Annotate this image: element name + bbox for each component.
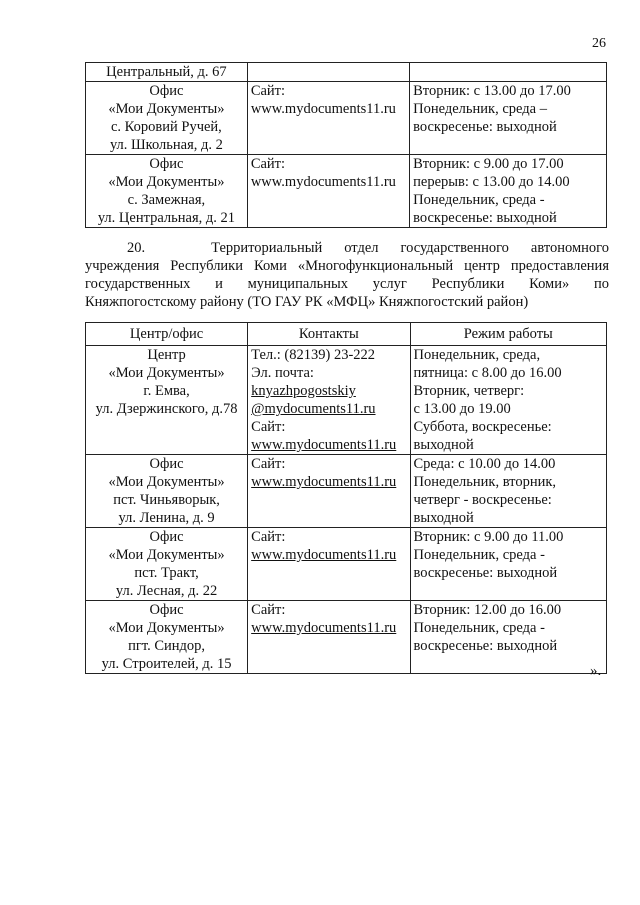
cell-line: Офис — [149, 156, 184, 172]
cell-line: воскресенье: выходной — [413, 210, 557, 226]
cell-line: «Мои Документы» — [108, 547, 225, 563]
cell-line: Сайт: — [250, 83, 286, 99]
paragraph-line: Княжпогостскому району (ТО ГАУ РК «МФЦ» Княжпогостский район) — [85, 294, 529, 310]
website-link[interactable]: www.mydocuments11.ru — [250, 174, 396, 190]
paragraph-line: учреждения Республики Коми «Многофункциональный центр предоставления — [85, 258, 609, 274]
cell-line: «Мои Документы» — [108, 101, 225, 117]
cell-line: Офис — [149, 529, 184, 545]
table-row — [86, 528, 607, 601]
cell-line: Сайт: — [251, 419, 286, 435]
email-link[interactable]: @mydocuments11.ru — [251, 401, 376, 417]
cell-line: ул. Центральная, д. 21 — [97, 210, 235, 226]
offices-table-continued — [85, 62, 607, 228]
website-link[interactable]: www.mydocuments11.ru — [251, 547, 397, 563]
contacts-cell — [247, 155, 409, 228]
cell-line: Офис — [149, 602, 184, 618]
table-row — [86, 63, 607, 82]
column-header-center: Центр/офис — [86, 323, 248, 346]
contacts-cell — [248, 455, 410, 528]
cell-line: «Мои Документы» — [108, 620, 225, 636]
center-cell — [86, 346, 248, 455]
section-paragraph — [85, 239, 609, 311]
cell-line: ул. Школьная, д. 2 — [109, 137, 223, 153]
hours-cell — [410, 82, 607, 155]
cell-line: пгт. Синдор, — [128, 638, 206, 654]
contacts-cell — [247, 63, 409, 82]
hours-cell — [410, 455, 607, 528]
cell-line: Офис — [149, 83, 184, 99]
center-cell — [86, 63, 248, 82]
cell-line: Сайт: — [250, 156, 286, 172]
center-cell — [86, 155, 248, 228]
cell-line: Сайт: — [251, 456, 286, 472]
cell-line: Центр — [147, 347, 186, 363]
center-cell — [86, 528, 248, 601]
hours-cell — [410, 63, 607, 82]
cell-line: воскресенье: выходной — [413, 119, 557, 135]
column-header-contacts: Контакты — [248, 323, 410, 346]
cell-line: Вторник: 12.00 до 16.00 — [413, 602, 562, 618]
cell-line: Офис — [149, 456, 184, 472]
cell-line: Сайт: — [251, 529, 286, 545]
cell-line: г. Емва, — [143, 383, 190, 399]
cell-line: Вторник: с 9.00 до 17.00 — [413, 156, 564, 172]
cell-line: ул. Ленина, д. 9 — [118, 510, 215, 526]
paragraph-line: 20. Территориальный отдел государственного автономного — [127, 240, 609, 256]
cell-line: с. Коровий Ручей, — [111, 119, 222, 135]
page-number: 26 — [592, 36, 606, 51]
cell-line: с 13.00 до 19.00 — [413, 401, 511, 417]
cell-line: воскресенье: выходной — [413, 638, 558, 654]
cell-line: Понедельник, среда - — [413, 620, 545, 636]
cell-line: Вторник, четверг: — [413, 383, 525, 399]
website-link[interactable]: www.mydocuments11.ru — [251, 474, 397, 490]
cell-line: с. Замежная, — [127, 192, 206, 208]
cell-line: пст. Чиньяворык, — [113, 492, 220, 508]
cell-line: «Мои Документы» — [108, 365, 225, 381]
hours-cell — [410, 528, 607, 601]
contacts-cell — [248, 346, 410, 455]
cell-line: Сайт: — [251, 602, 286, 618]
cell-line: «Мои Документы» — [108, 174, 225, 190]
cell-line: пятница: с 8.00 до 16.00 — [413, 365, 562, 381]
column-header-hours: Режим работы — [410, 323, 607, 346]
cell-line: Вторник: с 13.00 до 17.00 — [413, 83, 571, 99]
website-link[interactable]: www.mydocuments11.ru — [251, 620, 397, 636]
cell-line: выходной — [413, 437, 474, 453]
cell-line: Суббота, воскресенье: — [413, 419, 552, 435]
contacts-cell — [248, 601, 410, 674]
cell-line: ул. Лесная, д. 22 — [115, 583, 218, 599]
cell-line: Вторник: с 9.00 до 11.00 — [413, 529, 564, 545]
center-cell — [86, 82, 248, 155]
cell-line: «Мои Документы» — [108, 474, 225, 490]
cell-line: выходной — [413, 510, 474, 526]
cell-line: Понедельник, среда – — [413, 101, 547, 117]
cell-line: Среда: с 10.00 до 14.00 — [413, 456, 556, 472]
cell-line: четверг - воскресенье: — [413, 492, 552, 508]
table-header-row — [86, 323, 607, 346]
cell-line: ул. Строителей, д. 15 — [101, 656, 232, 672]
website-link[interactable]: www.mydocuments11.ru — [250, 101, 396, 117]
closing-quote: ». — [590, 663, 602, 679]
table-row — [86, 82, 607, 155]
website-link[interactable]: www.mydocuments11.ru — [251, 437, 397, 453]
cell-line: Понедельник, среда, — [413, 347, 541, 363]
table-row — [86, 601, 607, 674]
email-link[interactable]: knyazhpogostskiy — [251, 383, 356, 399]
cell-line: ул. Дзержинского, д.78 — [95, 401, 238, 417]
contacts-cell — [248, 528, 410, 601]
center-cell — [86, 601, 248, 674]
cell-line: Центральный, д. 67 — [106, 64, 227, 80]
contacts-cell — [247, 82, 409, 155]
phone-text: Тел.: (82139) 23-222 — [251, 347, 376, 363]
cell-line: Эл. почта: — [251, 365, 314, 381]
cell-line: Понедельник, среда - — [413, 547, 545, 563]
table-row — [86, 155, 607, 228]
table-row — [86, 455, 607, 528]
paragraph-line: государственных и муниципальных услуг Республики Коми» по — [85, 276, 609, 292]
hours-cell — [410, 601, 607, 674]
cell-line: Понедельник, среда - — [413, 192, 545, 208]
cell-line: Понедельник, вторник, — [413, 474, 557, 490]
cell-line: перерыв: с 13.00 до 14.00 — [413, 174, 570, 190]
cell-line: пст. Тракт, — [134, 565, 199, 581]
hours-cell — [410, 346, 607, 455]
hours-cell — [410, 155, 607, 228]
center-cell — [86, 455, 248, 528]
offices-table — [85, 322, 607, 674]
cell-line: воскресенье: выходной — [413, 565, 558, 581]
table-row — [86, 346, 607, 455]
